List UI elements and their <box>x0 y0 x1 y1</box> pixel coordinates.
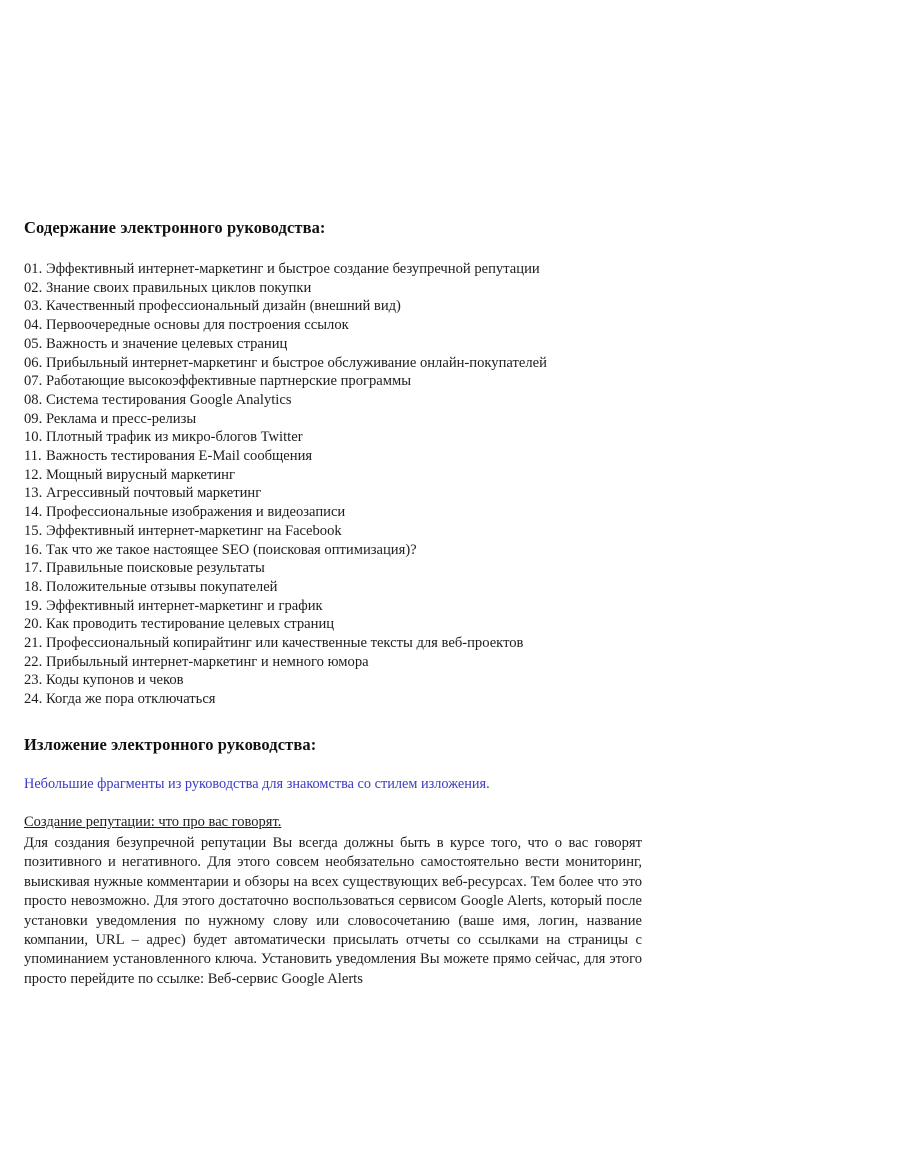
toc-item-label: Эффективный интернет-маркетинг и график <box>46 597 323 614</box>
list-item <box>24 335 644 354</box>
toc-item-label: Профессиональный копирайтинг или качественные тексты для веб-проектов <box>46 635 524 652</box>
toc-item-number: 12. <box>24 466 43 483</box>
list-item <box>24 578 644 597</box>
toc-item-label: Прибыльный интернет-маркетинг и немного юмора <box>46 653 369 670</box>
toc-item-number: 06. <box>24 354 43 371</box>
table-of-contents <box>24 260 644 709</box>
list-item <box>24 690 644 709</box>
list-item <box>24 653 644 672</box>
toc-item-number: 01. <box>24 261 43 277</box>
toc-item-label: Знание своих правильных циклов покупки <box>46 279 312 296</box>
toc-item-label: Важность тестирования E-Mail сообщения <box>46 448 313 465</box>
list-item <box>24 671 644 690</box>
list-item <box>24 466 644 485</box>
toc-item-label: Агрессивный почтовый маркетинг <box>46 485 262 502</box>
list-item <box>24 541 644 560</box>
toc-item-number: 02. <box>24 279 43 296</box>
list-item <box>24 597 644 616</box>
toc-item-label: Эффективный интернет-маркетинг и быстрое создание безупречной репутации <box>46 261 540 277</box>
list-item <box>24 354 644 373</box>
toc-item-number: 16. <box>24 541 43 558</box>
toc-item-label: Прибыльный интернет-маркетинг и быстрое обслуживание онлайн-покупателей <box>46 354 547 371</box>
toc-item-label: Правильные поисковые результаты <box>46 560 265 577</box>
list-item <box>24 484 644 503</box>
toc-item-number: 20. <box>24 616 43 633</box>
toc-item-number: 18. <box>24 578 43 595</box>
toc-item-label: Работающие высокоэффективные партнерские программы <box>46 373 412 390</box>
list-item <box>24 260 644 279</box>
toc-item-number: 13. <box>24 485 43 502</box>
toc-item-number: 03. <box>24 298 43 315</box>
toc-item-label: Профессиональные изображения и видеозаписи <box>46 504 346 521</box>
toc-item-number: 11. <box>24 448 42 465</box>
toc-item-number: 08. <box>24 391 43 408</box>
toc-item-label: Эффективный интернет-маркетинг на Facebook <box>46 522 342 539</box>
excerpt-subheading: Создание репутации: что про вас говорят. <box>24 813 282 830</box>
toc-item-label: Важность и значение целевых страниц <box>46 335 288 352</box>
toc-item-label: Так что же такое настоящее SEO (поисковая оптимизация)? <box>46 541 417 558</box>
list-item <box>24 447 644 466</box>
toc-item-label: Реклама и пресс-релизы <box>46 410 197 427</box>
toc-item-number: 14. <box>24 504 43 521</box>
toc-item-number: 21. <box>24 635 43 652</box>
excerpt-paragraph: Для создания безупречной репутации Вы всегда должны быть в курсе того, что о вас говорят позитивного и негативного. Для этого совсем необязательно самостоятельно вести мониторинг, выискивая нужные комментарии и обзоры на всех существующих веб-ресурсах. Тем более что это просто невозможно. Для этого достаточно воспользоваться сервисом Google Alerts, который после установки уведомления по нужному слову или словосочетанию (ваше имя, логин, название компании, URL – адрес) будет автоматически присылать отчеты со ссылками на страницы с упоминанием установленного ключа. Установить уведомления Вы можете прямо сейчас, для этого просто перейдите по ссылке: Веб-сервис Google Alerts <box>24 834 642 987</box>
list-item <box>24 428 644 447</box>
list-item <box>24 372 644 391</box>
list-item <box>24 522 644 541</box>
toc-item-label: Система тестирования Google Analytics <box>46 391 292 408</box>
list-item <box>24 410 644 429</box>
list-item <box>24 391 644 410</box>
document-body <box>24 218 644 989</box>
excerpt-heading: Изложение электронного руководства: <box>24 734 317 754</box>
toc-item-label: Как проводить тестирование целевых страниц <box>46 616 335 633</box>
toc-item-number: 15. <box>24 522 43 539</box>
toc-item-label: Мощный вирусный маркетинг <box>46 466 235 483</box>
list-item <box>24 279 644 298</box>
list-item <box>24 615 644 634</box>
toc-item-label: Плотный трафик из микро-блогов Twitter <box>46 429 303 446</box>
toc-item-number: 23. <box>24 672 43 689</box>
toc-item-number: 24. <box>24 691 43 708</box>
toc-item-number: 07. <box>24 373 43 390</box>
excerpt-note: Небольшие фрагменты из руководства для знакомства со стилем изложения. <box>24 775 490 792</box>
list-item <box>24 634 644 653</box>
toc-item-number: 09. <box>24 410 43 427</box>
list-item <box>24 559 644 578</box>
list-item <box>24 316 644 335</box>
toc-item-number: 05. <box>24 335 43 352</box>
toc-heading: Содержание электронного руководства: <box>24 218 326 237</box>
list-item <box>24 503 644 522</box>
toc-item-label: Когда же пора отключаться <box>46 691 216 708</box>
toc-item-number: 19. <box>24 597 43 614</box>
toc-item-number: 10. <box>24 429 43 446</box>
toc-item-label: Коды купонов и чеков <box>46 672 184 689</box>
toc-item-label: Первоочередные основы для построения ссылок <box>46 317 349 334</box>
toc-item-number: 04. <box>24 317 43 334</box>
toc-item-number: 22. <box>24 653 43 670</box>
toc-item-label: Качественный профессиональный дизайн (внешний вид) <box>46 298 401 315</box>
list-item <box>24 297 644 316</box>
toc-item-number: 17. <box>24 560 43 577</box>
toc-item-label: Положительные отзывы покупателей <box>46 578 278 595</box>
